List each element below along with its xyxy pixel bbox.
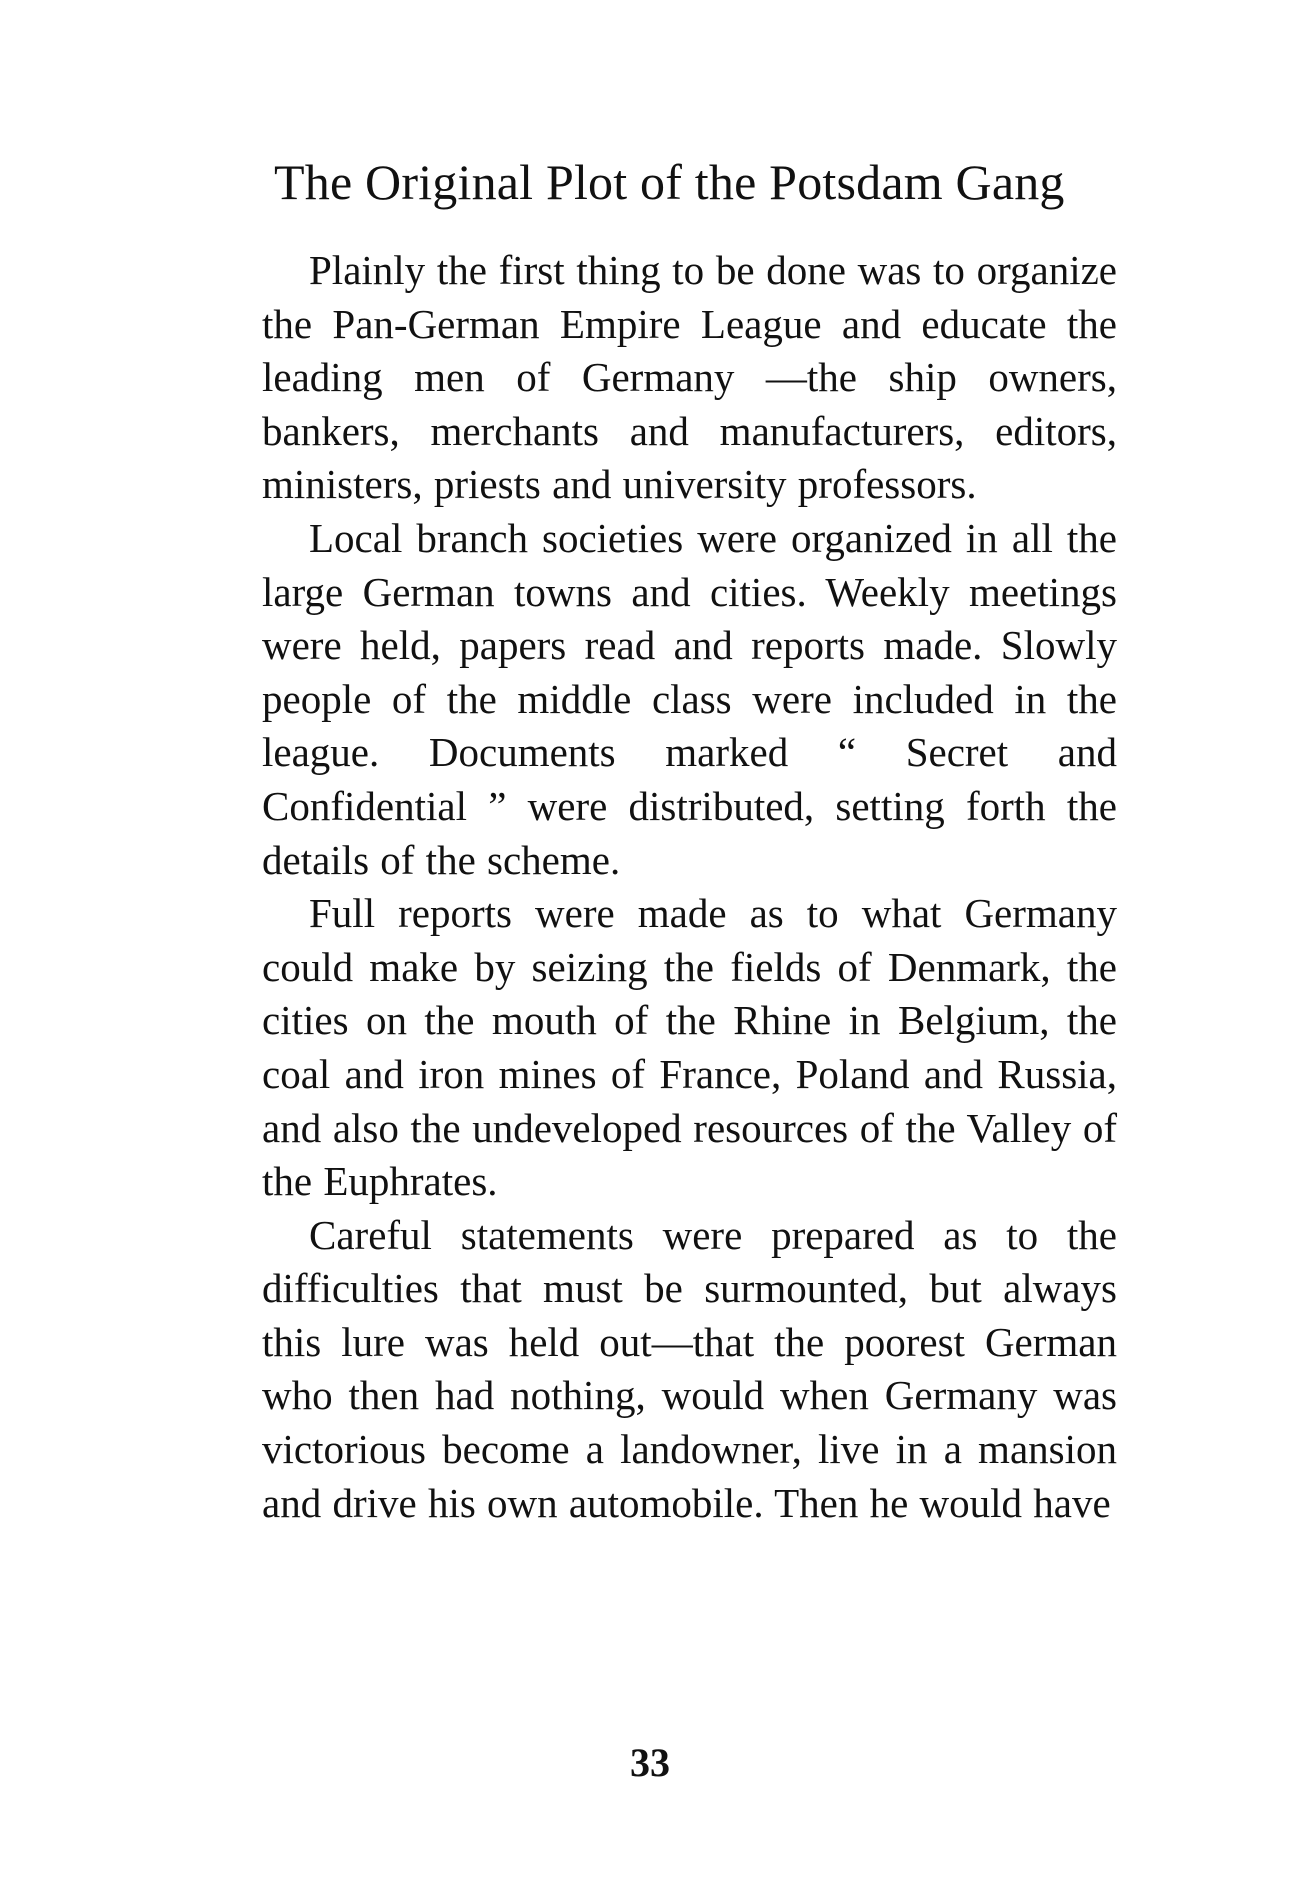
body-text [262,244,1117,1530]
page-number: 33 [630,1740,670,1785]
paragraph: Local branch societies were organized in all the large German towns and cities. Weekly meetings were held, papers read and reports made. Slowly people of the middle class were included in the league. Documents marked “ Secret and Confidential ” were distributed, setting forth the details of the scheme. [262,514,1117,883]
running-head: The Original Plot of the Potsdam Gang [274,154,1065,210]
paragraph: Full reports were made as to what Germany could make by seizing the fields of Denmark, the cities on the mouth of the Rhine in Belgium, the coal and iron mines of France, Poland and Russia, and also the undeveloped resources of the Valley of the Euphrates. [262,890,1117,1205]
paragraph: Plainly the first thing to be done was to organize the Pan-German Empire League and educate the leading men of Germany —the ship owners, bankers, merchants and manufacturers, editors, ministers, priests and university professors. [262,247,1117,508]
paragraph: Careful statements were prepared as to the difficulties that must be surmounted, but always this lure was held out—that the poorest German who then had nothing, would when Germany was victorious become a landowner, live in a mansion and drive his own automobile. Then he would have [262,1211,1117,1526]
